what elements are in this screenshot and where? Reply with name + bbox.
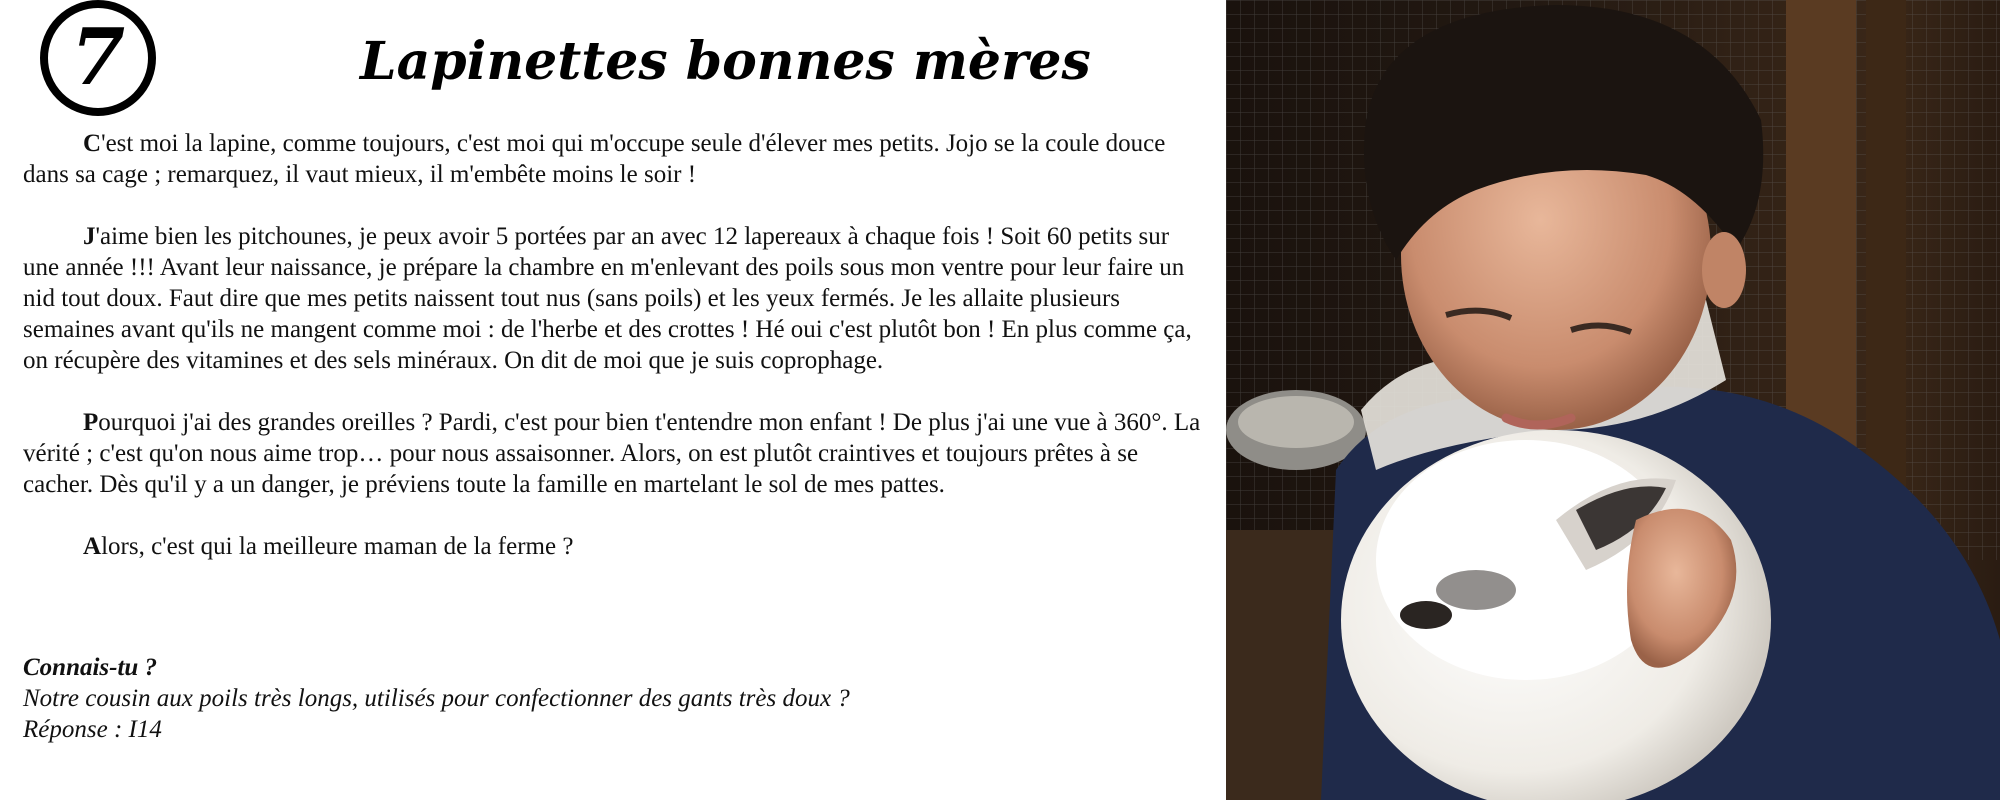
drop-letter: J (83, 223, 96, 250)
photo-illustration (1226, 0, 2000, 800)
paragraph-2 (23, 221, 1203, 376)
paragraph-4 (23, 531, 1203, 562)
paragraph-1 (23, 128, 1203, 190)
quiz-question: Notre cousin aux poils très longs, utilisés pour confectionner des gants très doux ? (23, 685, 850, 712)
paragraph-text: ourquoi j'ai des grandes oreilles ? Pardi, c'est pour bien t'entendre mon enfant ! De plus j'ai une vue à 360°. La vérité ; c'est qu'on nous aime trop… pour nous assaisonner. Alors, on est plutôt craintives et toujours prêtes à se cacher. Dès qu'il y a un danger, je préviens toute la famille en martelant le sol de mes pattes. (23, 409, 1201, 498)
quiz-box (23, 652, 850, 745)
drop-letter: C (83, 130, 102, 157)
page-title: Lapinettes bonnes mères (360, 31, 1091, 92)
paragraph-text: 'est moi la lapine, comme toujours, c'est moi qui m'occupe seule d'élever mes petits. Jojo se la coule douce dans sa cage ; remarquez, il vaut mieux, il m'embête moins le soir ! (23, 130, 1166, 188)
drop-letter: P (83, 409, 99, 436)
page-number: 7 (70, 12, 126, 103)
quiz-heading: Connais-tu ? (23, 654, 158, 681)
paragraph-text: lors, c'est qui la meilleure maman de la ferme ? (101, 533, 574, 560)
paragraph-text: 'aime bien les pitchounes, je peux avoir 5 portées par an avec 12 lapereaux à chaque fois ! Soit 60 petits sur une année !!! Avant leur naissance, je prépare la chambre en m'enlevant des poils sous mon ventre pour leur faire un nid tout doux. Faut dire que mes petits naissent tout nus (sans poils) et les yeux fermés. Je les allaite plusieurs semaines avant qu'ils ne mangent comme moi : de l'herbe et des crottes ! Hé oui c'est plutôt bon ! En plus comme ça, on récupère des vitamines et des sels minéraux. On dit de moi que je suis coprophage. (23, 223, 1192, 374)
article-body (23, 128, 1203, 593)
rabbit-eye (1400, 601, 1452, 629)
photo-boy-with-rabbit (1226, 0, 2000, 800)
drop-letter: A (83, 533, 102, 560)
page-number-badge (40, 0, 156, 116)
paragraph-3 (23, 407, 1203, 500)
quiz-answer: Réponse : I14 (23, 716, 162, 743)
